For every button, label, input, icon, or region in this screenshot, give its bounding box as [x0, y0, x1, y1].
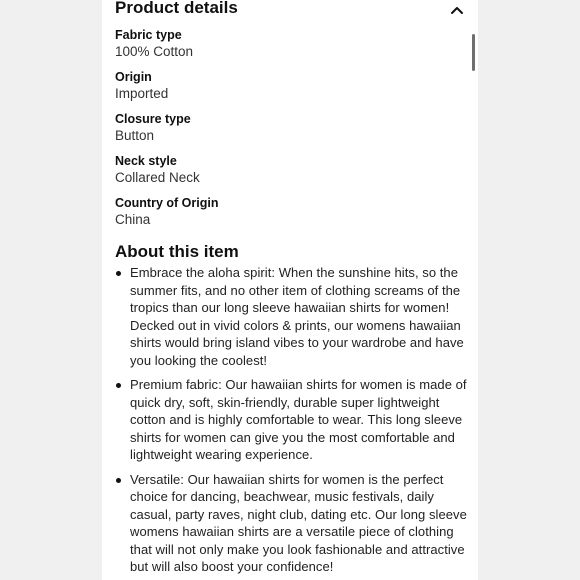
list-item [115, 376, 471, 464]
detail-value: China [115, 212, 151, 227]
detail-label: Closure type [115, 112, 191, 126]
detail-row-origin [115, 69, 455, 111]
detail-row-closure-type [115, 111, 455, 153]
product-info-panel [102, 0, 478, 580]
detail-value: Collared Neck [115, 170, 200, 185]
detail-row-country-of-origin [115, 195, 455, 237]
list-item [115, 471, 471, 576]
scrollbar-thumb[interactable] [472, 34, 475, 71]
detail-value: 100% Cotton [115, 44, 194, 59]
about-this-item-title: About this item [115, 242, 239, 261]
product-details-header[interactable] [115, 0, 471, 22]
chevron-up-icon[interactable] [449, 2, 465, 18]
detail-label: Fabric type [115, 28, 182, 42]
product-details-list [115, 27, 455, 237]
detail-label: Neck style [115, 154, 177, 168]
about-bullet-list [115, 264, 471, 580]
bullet-dot-icon [116, 271, 121, 276]
product-details-title: Product details [115, 0, 238, 17]
detail-value: Button [115, 128, 155, 143]
detail-value: Imported [115, 86, 169, 101]
bullet-dot-icon [116, 478, 121, 483]
bullet-text: Embrace the aloha spirit: When the sunshine hits, so the summer fits, and no other item of clothing screams of the tropics than our long sleeve hawaiian shirts for women! Decked out in vivid colors & prints, our womens hawaiian shirts would bring island vibes to your wardrobe and have you looking the coolest! [130, 265, 464, 368]
bullet-text: Premium fabric: Our hawaiian shirts for women is made of quick dry, soft, skin-friendly, durable super lightweight cotton and is highly comfortable to wear. This long sleeve shirts for women can give you the most comfortable and lightweight wearing experience. [130, 377, 467, 462]
bullet-dot-icon [116, 383, 121, 388]
detail-row-fabric-type [115, 27, 455, 69]
detail-label: Origin [115, 70, 152, 84]
list-item [115, 264, 471, 369]
detail-row-neck-style [115, 153, 455, 195]
bullet-text: Versatile: Our hawaiian shirts for women is the perfect choice for dancing, beachwear, music festivals, daily casual, party raves, night club, dating etc. Our long sleeve womens hawaiian shirts are a versatile piece of clothing that will not only make you look fashionable and attractive but will also boost your confidence! [130, 471, 467, 574]
detail-label: Country of Origin [115, 196, 219, 210]
